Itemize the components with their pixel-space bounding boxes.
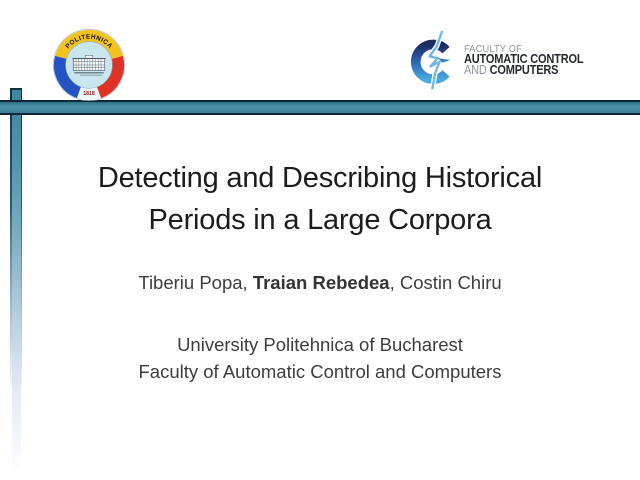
vertical-bar-right-edge bbox=[21, 88, 23, 472]
horizontal-accent-bar bbox=[0, 100, 640, 115]
author-highlighted: Traian Rebedea bbox=[252, 272, 390, 293]
slide-title bbox=[30, 157, 610, 241]
seal-year-text: 1818 bbox=[83, 90, 95, 97]
politehnica-seal-logo bbox=[52, 28, 126, 102]
faculty-logo-line1: FACULTY OF bbox=[464, 43, 522, 55]
faculty-logo-text bbox=[464, 28, 583, 92]
author-suffix: , Costin Chiru bbox=[389, 272, 502, 293]
seal-ring-text: POLITEHNICA bbox=[64, 33, 114, 51]
faculty-logo-line2: AUTOMATIC CONTROL bbox=[464, 52, 584, 66]
authors-line bbox=[30, 272, 610, 294]
faculty-c-mark-icon bbox=[409, 28, 461, 92]
vertical-bar-fill bbox=[12, 90, 21, 473]
slide-title-line-2: Periods in a Large Corpora bbox=[148, 204, 492, 236]
affiliation-line-1: University Politehnica of Bucharest bbox=[177, 334, 463, 355]
affiliation-block bbox=[30, 331, 610, 385]
slide-title-line-1: Detecting and Describing Historical bbox=[97, 162, 543, 194]
affiliation-line-2: Faculty of Automatic Control and Computers bbox=[138, 361, 502, 382]
author-prefix: Tiberiu Popa, bbox=[138, 272, 253, 293]
faculty-logo-line3: AND COMPUTERS bbox=[464, 63, 559, 77]
faculty-logo bbox=[409, 28, 600, 92]
vertical-accent-bar bbox=[10, 88, 22, 472]
